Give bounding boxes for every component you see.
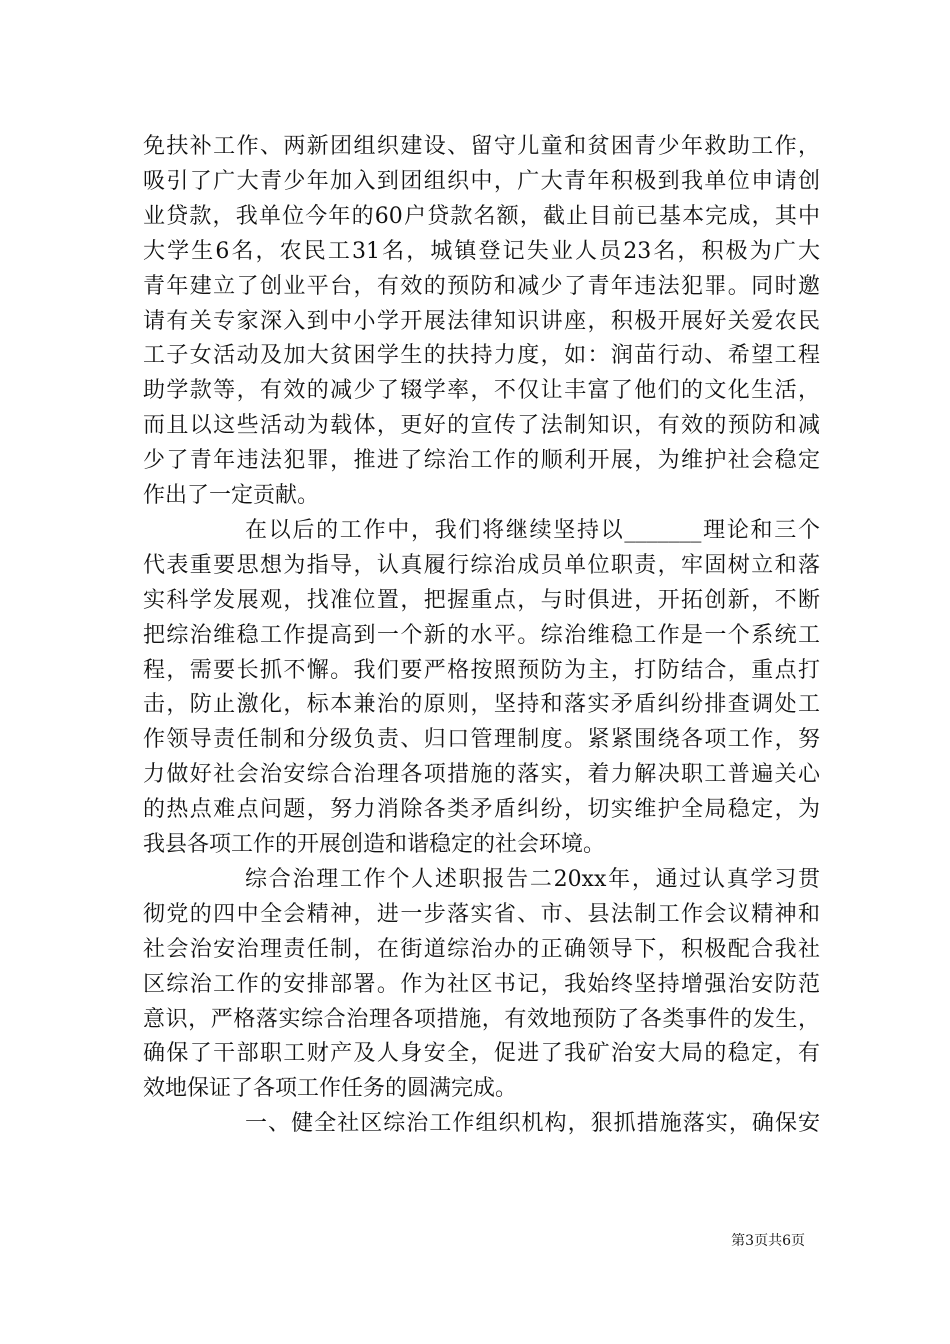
paragraph-1-line: 而且以这些活动为载体，更好的宣传了法制知识，有效的预防和减 [143,413,820,439]
paragraph-1-line: 请有关专家深入到中小学开展法律知识讲座，积极开展好关爱农民 [143,308,820,334]
paragraph-2-line: 程，需要长抓不懈。我们要严格按照预防为主，打防结合，重点打 [143,657,820,683]
paragraph-1-line: 作出了一定贡献。 [143,483,320,508]
paragraph-2-line: 代表重要思想为指导，认真履行综治成员单位职责，牢固树立和落 [143,552,820,578]
paragraph-3-line: 社会治安治理责任制，在街道综治办的正确领导下，积极配合我社 [143,936,820,962]
paragraph-4-line: 一、健全社区综治工作组织机构，狠抓措施落实，确保安 [245,1111,820,1137]
paragraph-3-line: 效地保证了各项工作任务的圆满完成。 [143,1076,518,1102]
paragraph-2-line: 我县各项工作的开展创造和谐稳定的社会环境。 [143,832,606,857]
paragraph-2-line: 实科学发展观，找准位置，把握重点，与时俱进，开拓创新，不断 [143,587,820,613]
paragraph-1-line: 助学款等，有效的减少了辍学率，不仅让丰富了他们的文化生活， [143,378,820,404]
paragraph-2-line: 作领导责任制和分级负责、归口管理制度。紧紧围绕各项工作，努 [143,727,820,753]
paragraph-2-line: 在以后的工作中，我们将继续坚持以_______理论和三个 [245,517,820,543]
paragraph-1-line: 免扶补工作、两新团组织建设、留守儿童和贫困青少年救助工作， [143,134,820,159]
paragraph-1-line: 少了青年违法犯罪，推进了综治工作的顺利开展，为维护社会稳定 [143,448,820,474]
paragraph-1-line: 吸引了广大青少年加入到团组织中，广大青年积极到我单位申请创 [143,168,820,194]
paragraph-1-line: 业贷款，我单位今年的60户贷款名额，截止目前已基本完成，其中 [143,203,820,229]
paragraph-1-line: 青年建立了创业平台，有效的预防和减少了青年违法犯罪。同时邀 [143,273,820,299]
paragraph-1-line: 大学生6名，农民工31名，城镇登记失业人员23名，积极为广大 [143,238,820,264]
paragraph-2-line: 力做好社会治安综合治理各项措施的落实，着力解决职工普遍关心 [143,762,820,788]
paragraph-3-line: 区综治工作的安排部署。作为社区书记，我始终坚持增强治安防范 [143,971,820,997]
paragraph-2-line: 把综治维稳工作提高到一个新的水平。综治维稳工作是一个系统工 [143,622,820,648]
paragraph-3-line: 确保了干部职工财产及人身安全，促进了我矿治安大局的稳定，有 [143,1041,820,1067]
paragraph-3-line: 综合治理工作个人述职报告二20xx年，通过认真学习贯 [245,866,820,892]
paragraph-3-line: 意识，严格落实综合治理各项措施，有效地预防了各类事件的发生， [143,1006,820,1032]
page-number: 第3页共6页 [731,1233,805,1249]
paragraph-3-line: 彻党的四中全会精神，进一步落实省、市、县法制工作会议精神和 [143,901,820,927]
paragraph-2-line: 击，防止激化，标本兼治的原则，坚持和落实矛盾纠纷排查调处工 [143,692,820,718]
paragraph-2-line: 的热点难点问题，努力消除各类矛盾纠纷，切实维护全局稳定，为 [143,797,820,823]
paragraph-1-line: 工子女活动及加大贫困学生的扶持力度，如：润苗行动、希望工程 [143,343,820,369]
